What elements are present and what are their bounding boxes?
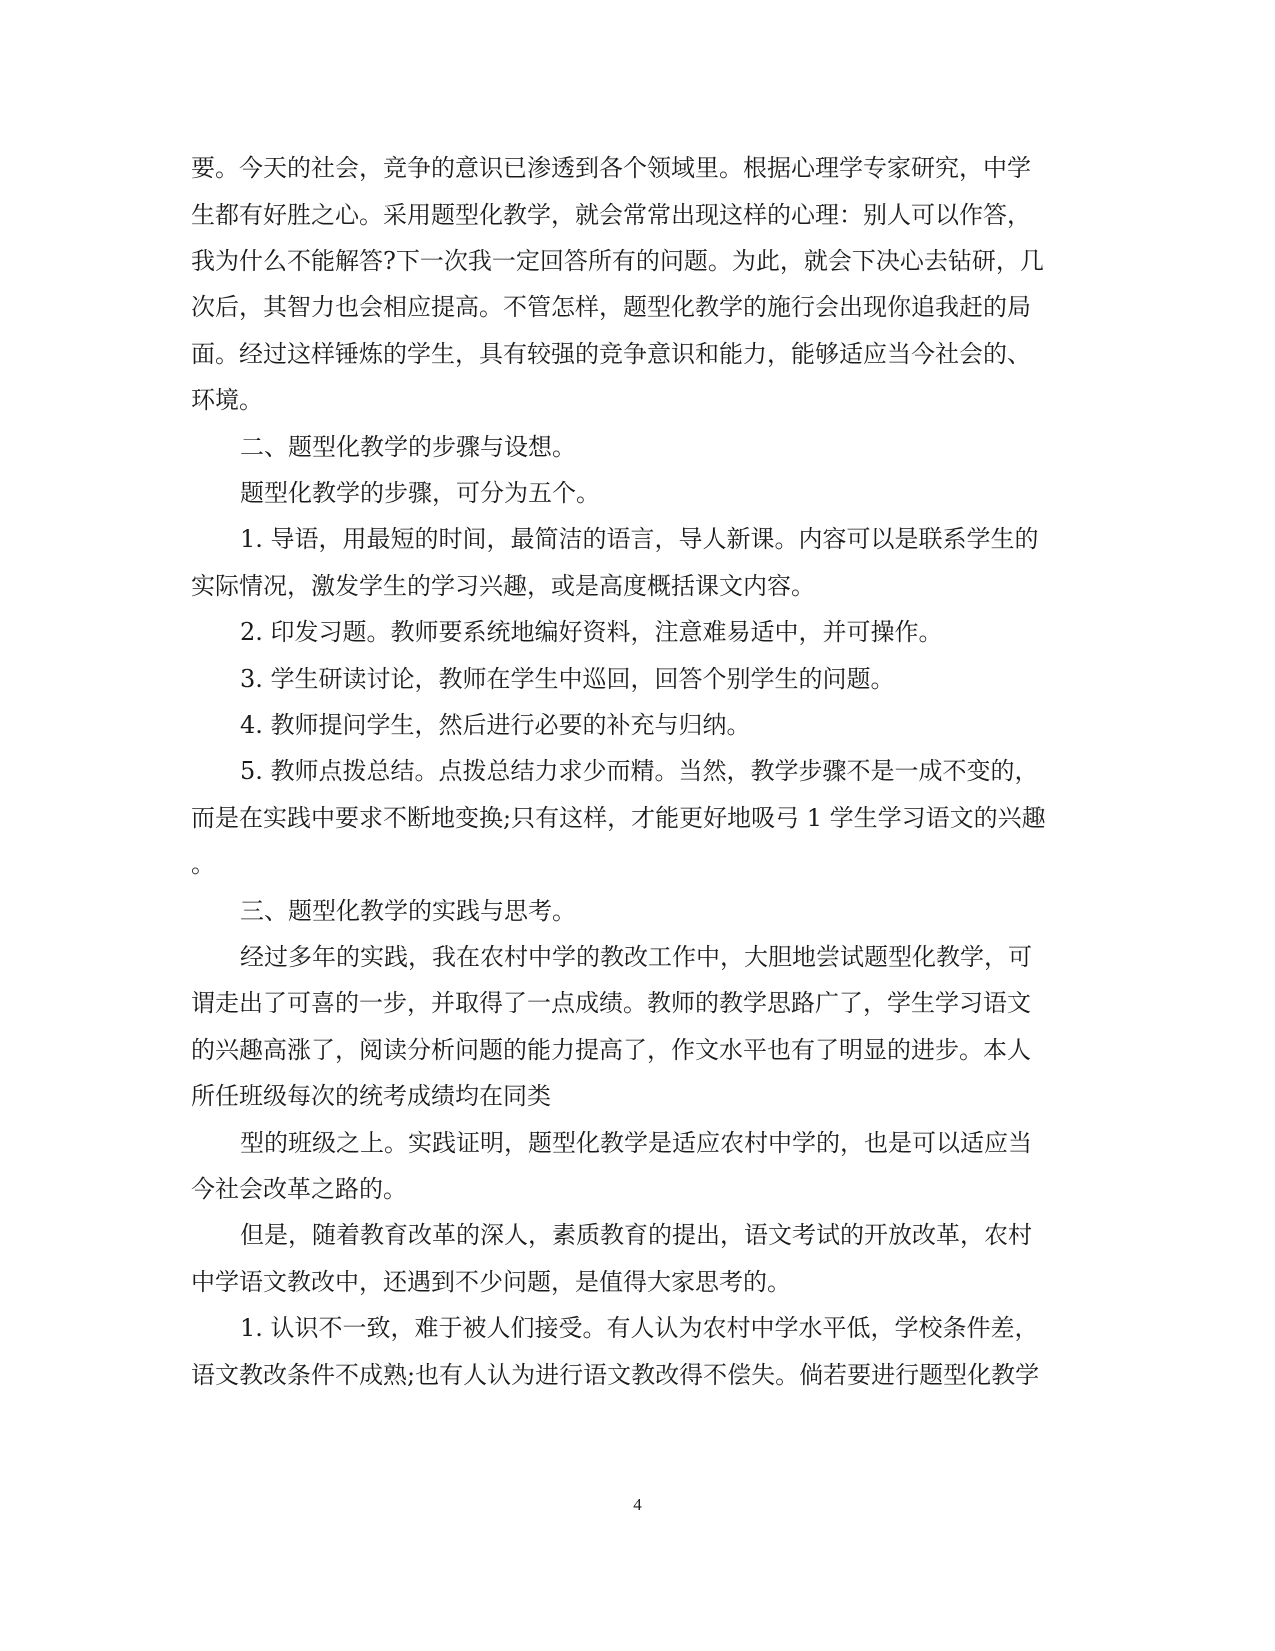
text-line: 今社会改革之路的。 bbox=[191, 1175, 407, 1203]
text-line: 生都有好胜之心。采用题型化教学，就会常常出现这样的心理：别人可以作答， bbox=[191, 201, 1031, 229]
text-line: 而是在实践中要求不断地变换;只有这样，才能更好地吸弓 1 学生学习语文的兴趣 bbox=[191, 804, 1046, 832]
text-line: 次后，其智力也会相应提高。不管怎样，题型化教学的施行会出现你追我赶的局 bbox=[191, 293, 1031, 321]
list-item: 3. 学生研读讨论，教师在学生中巡回，回答个别学生的问题。 bbox=[240, 665, 895, 693]
text-line: 谓走出了可喜的一步，并取得了一点成绩。教师的教学思路广了，学生学习语文 bbox=[191, 989, 1031, 1017]
list-item: 2. 印发习题。教师要系统地编好资料，注意难易适中，并可操作。 bbox=[240, 618, 943, 646]
text-line: 环境。 bbox=[191, 386, 263, 414]
text-line: 中学语文教改中，还遇到不少问题，是值得大家思考的。 bbox=[191, 1268, 791, 1296]
text-line: 所任班级每次的统考成绩均在同类 bbox=[191, 1082, 551, 1110]
text-line: 经过多年的实践，我在农村中学的教改工作中，大胆地尝试题型化教学，可 bbox=[240, 943, 1032, 971]
text-line: 实际情况，激发学生的学习兴趣，或是高度概括课文内容。 bbox=[191, 572, 815, 600]
text-line: 要。今天的社会，竞争的意识已渗透到各个领域里。根据心理学专家研究，中学 bbox=[191, 154, 1031, 182]
list-item: 4. 教师提问学生，然后进行必要的补充与归纳。 bbox=[240, 711, 751, 739]
text-line: 语文教改条件不成熟;也有人认为进行语文教改得不偿失。倘若要进行题型化教学 bbox=[191, 1361, 1040, 1389]
list-item: 1. 导语，用最短的时间，最简洁的语言，导人新课。内容可以是联系学生的 bbox=[240, 525, 1039, 553]
text-line: 但是，随着教育改革的深人，素质教育的提出，语文考试的开放改革，农村 bbox=[240, 1221, 1032, 1249]
text-line: 。 bbox=[191, 850, 215, 878]
section-heading: 三、题型化教学的实践与思考。 bbox=[240, 897, 576, 925]
text-line: 我为什么不能解答?下一次我一定回答所有的问题。为此，就会下决心去钻研，几 bbox=[191, 247, 1044, 275]
text-line: 的兴趣高涨了，阅读分析问题的能力提高了，作文水平也有了明显的进步。本人 bbox=[191, 1036, 1031, 1064]
text-line: 题型化教学的步骤，可分为五个。 bbox=[240, 479, 600, 507]
list-item: 1. 认识不一致，难于被人们接受。有人认为农村中学水平低，学校条件差， bbox=[240, 1314, 1039, 1342]
section-heading: 二、题型化教学的步骤与设想。 bbox=[240, 433, 576, 461]
text-line: 面。经过这样锤炼的学生，具有较强的竞争意识和能力，能够适应当今社会的、 bbox=[191, 340, 1031, 368]
page-number: 4 bbox=[633, 1495, 642, 1514]
text-line: 型的班级之上。实践证明，题型化教学是适应农村中学的，也是可以适应当 bbox=[240, 1129, 1032, 1157]
list-item: 5. 教师点拨总结。点拨总结力求少而精。当然，教学步骤不是一成不变的， bbox=[240, 757, 1039, 785]
